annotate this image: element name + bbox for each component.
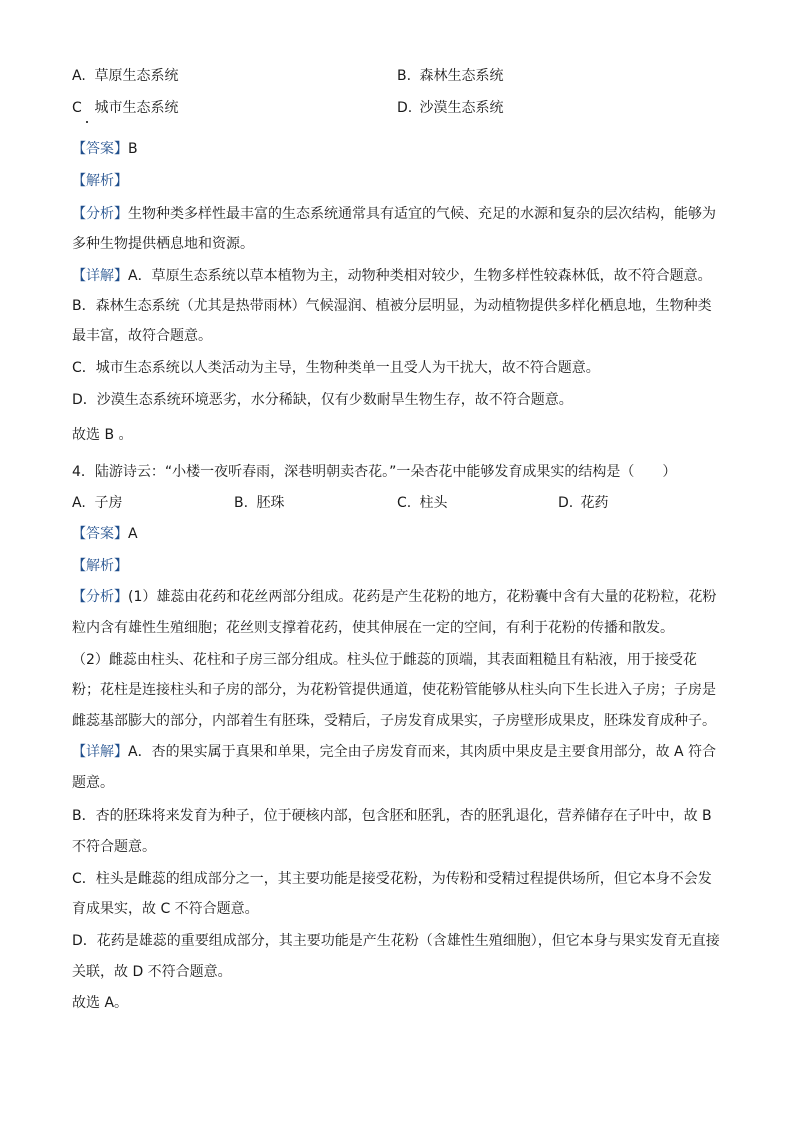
- line-text: 关联，故 D 不符合题意。: [72, 964, 232, 980]
- line-text: （2）雌蕊由柱头、花柱和子房三部分组成。柱头位于雌蕊的顶端，其表面粗糙且有粘液，用于接受花: [72, 652, 697, 668]
- q4-answer: [72, 524, 138, 544]
- line-text: 生物种类多样性最丰富的生态系统通常具有适宜的气候、充足的水源和复杂的层次结构，能够为: [128, 206, 716, 222]
- q3-option-b: [397, 66, 503, 86]
- q4-analysis-line: [72, 711, 716, 731]
- option-text: 子房: [94, 495, 123, 511]
- line-text: 不符合题意。: [72, 839, 156, 855]
- option-letter: A.: [72, 68, 86, 84]
- q3-option-c: [72, 98, 178, 118]
- line-text: 故选 A。: [72, 995, 129, 1011]
- line-text: C．城市生态系统以人类活动为主导，生物种类单一且受人为干扰大，故不符合题意。: [72, 360, 600, 376]
- q4-analysis-line: [72, 680, 716, 700]
- q4-option-c: [397, 493, 447, 513]
- option-letter: C.: [397, 495, 412, 511]
- line-tag: 【详解】: [72, 268, 128, 284]
- q4-analysis-line: [72, 650, 697, 670]
- line-text: 粉；花柱是连接柱头和子房的部分，为花粉管提供通道，使花粉管能够从柱头向下生长进入子房；子房是: [72, 682, 716, 698]
- line-text: B．杏的胚珠将来发育为种子，位于硬核内部，包含胚和胚乳，杏的胚乳退化，营养储存在子叶中，故 B: [72, 808, 712, 824]
- q3-answer: [72, 139, 138, 159]
- q4-analysis-line: [72, 962, 232, 982]
- q4-analysis-line: [72, 931, 720, 951]
- answer-tag: 【答案】: [72, 526, 128, 542]
- line-text: C．柱头是雌蕊的组成部分之一，其主要功能是接受花粉，为传粉和受精过程提供场所，但它本身不会发: [72, 871, 712, 887]
- analysis-tag: 【解析】: [72, 173, 128, 189]
- q4-analysis-line: [72, 806, 712, 826]
- answer-value: B: [128, 141, 138, 157]
- option-text: 城市生态系统: [94, 100, 179, 116]
- option-letter: C: [72, 100, 82, 116]
- line-text: 育成果实，故 C 不符合题意。: [72, 901, 259, 917]
- q3-analysis-line: [72, 234, 254, 254]
- q4-analysis-line: [72, 773, 114, 793]
- q3-analysis-line: [72, 266, 712, 286]
- answer-value: A: [128, 526, 138, 542]
- line-text: 多种生物提供栖息地和资源。: [72, 236, 254, 252]
- q3-conclusion: [72, 425, 133, 445]
- option-letter: A.: [72, 495, 86, 511]
- line-text: (1）雄蕊由花药和花丝两部分组成。花药是产生花粉的地方，花粉囊中含有大量的花粉粒，花粉: [128, 589, 717, 605]
- q3-analysis-line: [72, 358, 600, 378]
- line-text: 最丰富，故符合题意。: [72, 328, 212, 344]
- line-text: 雌蕊基部膨大的部分，内部着生有胚珠，受精后，子房发育成果实，子房壁形成果皮，胚珠发育成种子。: [72, 713, 716, 729]
- option-letter: D.: [397, 100, 413, 116]
- q3-analysis-line: [72, 390, 573, 410]
- q4-analysis-line: [72, 618, 674, 638]
- q4-stem: 4．陆游诗云：“小楼一夜听春雨，深巷明朝卖杏花。”一朵杏花中能够发育成果实的结构是（ ）: [72, 464, 677, 480]
- q3-analysis-line: [72, 326, 212, 346]
- line-text: 故选 B 。: [72, 427, 133, 443]
- stray-dot: [86, 121, 88, 123]
- option-text: 胚珠: [256, 495, 285, 511]
- q3-analysis-line: [72, 204, 716, 224]
- q3-option-a: [72, 66, 178, 86]
- q3-option-d: [397, 98, 503, 118]
- q4-analysis-line: [72, 869, 712, 889]
- option-text: 沙漠生态系统: [419, 100, 504, 116]
- q3-analysis-heading: [72, 171, 128, 191]
- option-text: 柱头: [419, 495, 448, 511]
- q4-option-d: [558, 493, 608, 513]
- line-text: B．森林生态系统（尤其是热带雨林）气候湿润、植被分层明显，为动植物提供多样化栖息地，生物种类: [72, 298, 712, 314]
- line-tag: 【详解】: [72, 744, 128, 760]
- line-text: A．草原生态系统以草本植物为主，动物种类相对较少，生物多样性较森林低，故不符合题意。: [128, 268, 712, 284]
- line-text: A．杏的果实属于真果和单果，完全由子房发育而来，其肉质中果皮是主要食用部分，故 A 符合: [128, 744, 717, 760]
- option-letter: B.: [397, 68, 412, 84]
- q4-conclusion: [72, 993, 128, 1013]
- q4-analysis-heading: [72, 556, 128, 576]
- line-text: 粒内含有雄性生殖细胞；花丝则支撑着花药，使其伸展在一定的空间，有利于花粉的传播和散发。: [72, 620, 674, 636]
- q4-option-b: [234, 493, 284, 513]
- line-tag: 【分析】: [72, 206, 128, 222]
- q4-analysis-line: [72, 587, 716, 607]
- line-text: 题意。: [72, 775, 114, 791]
- q4-analysis-line: [72, 837, 156, 857]
- line-tag: 【分析】: [72, 589, 128, 605]
- option-text: 花药: [580, 495, 609, 511]
- option-letter: D.: [558, 495, 574, 511]
- analysis-tag: 【解析】: [72, 558, 128, 574]
- q4-option-a: [72, 493, 122, 513]
- line-text: D．沙漠生态系统环境恶劣，水分稀缺，仅有少数耐旱生物生存，故不符合题意。: [72, 392, 573, 408]
- option-text: 森林生态系统: [419, 68, 504, 84]
- line-text: D．花药是雄蕊的重要组成部分，其主要功能是产生花粉（含雄性生殖细胞），但它本身与果实发育无直接: [72, 933, 720, 949]
- option-text: 草原生态系统: [94, 68, 179, 84]
- q4-analysis-line: [72, 899, 259, 919]
- q4-analysis-line: [72, 742, 716, 762]
- answer-tag: 【答案】: [72, 141, 128, 157]
- q3-analysis-line: [72, 296, 712, 316]
- option-letter: B.: [234, 495, 249, 511]
